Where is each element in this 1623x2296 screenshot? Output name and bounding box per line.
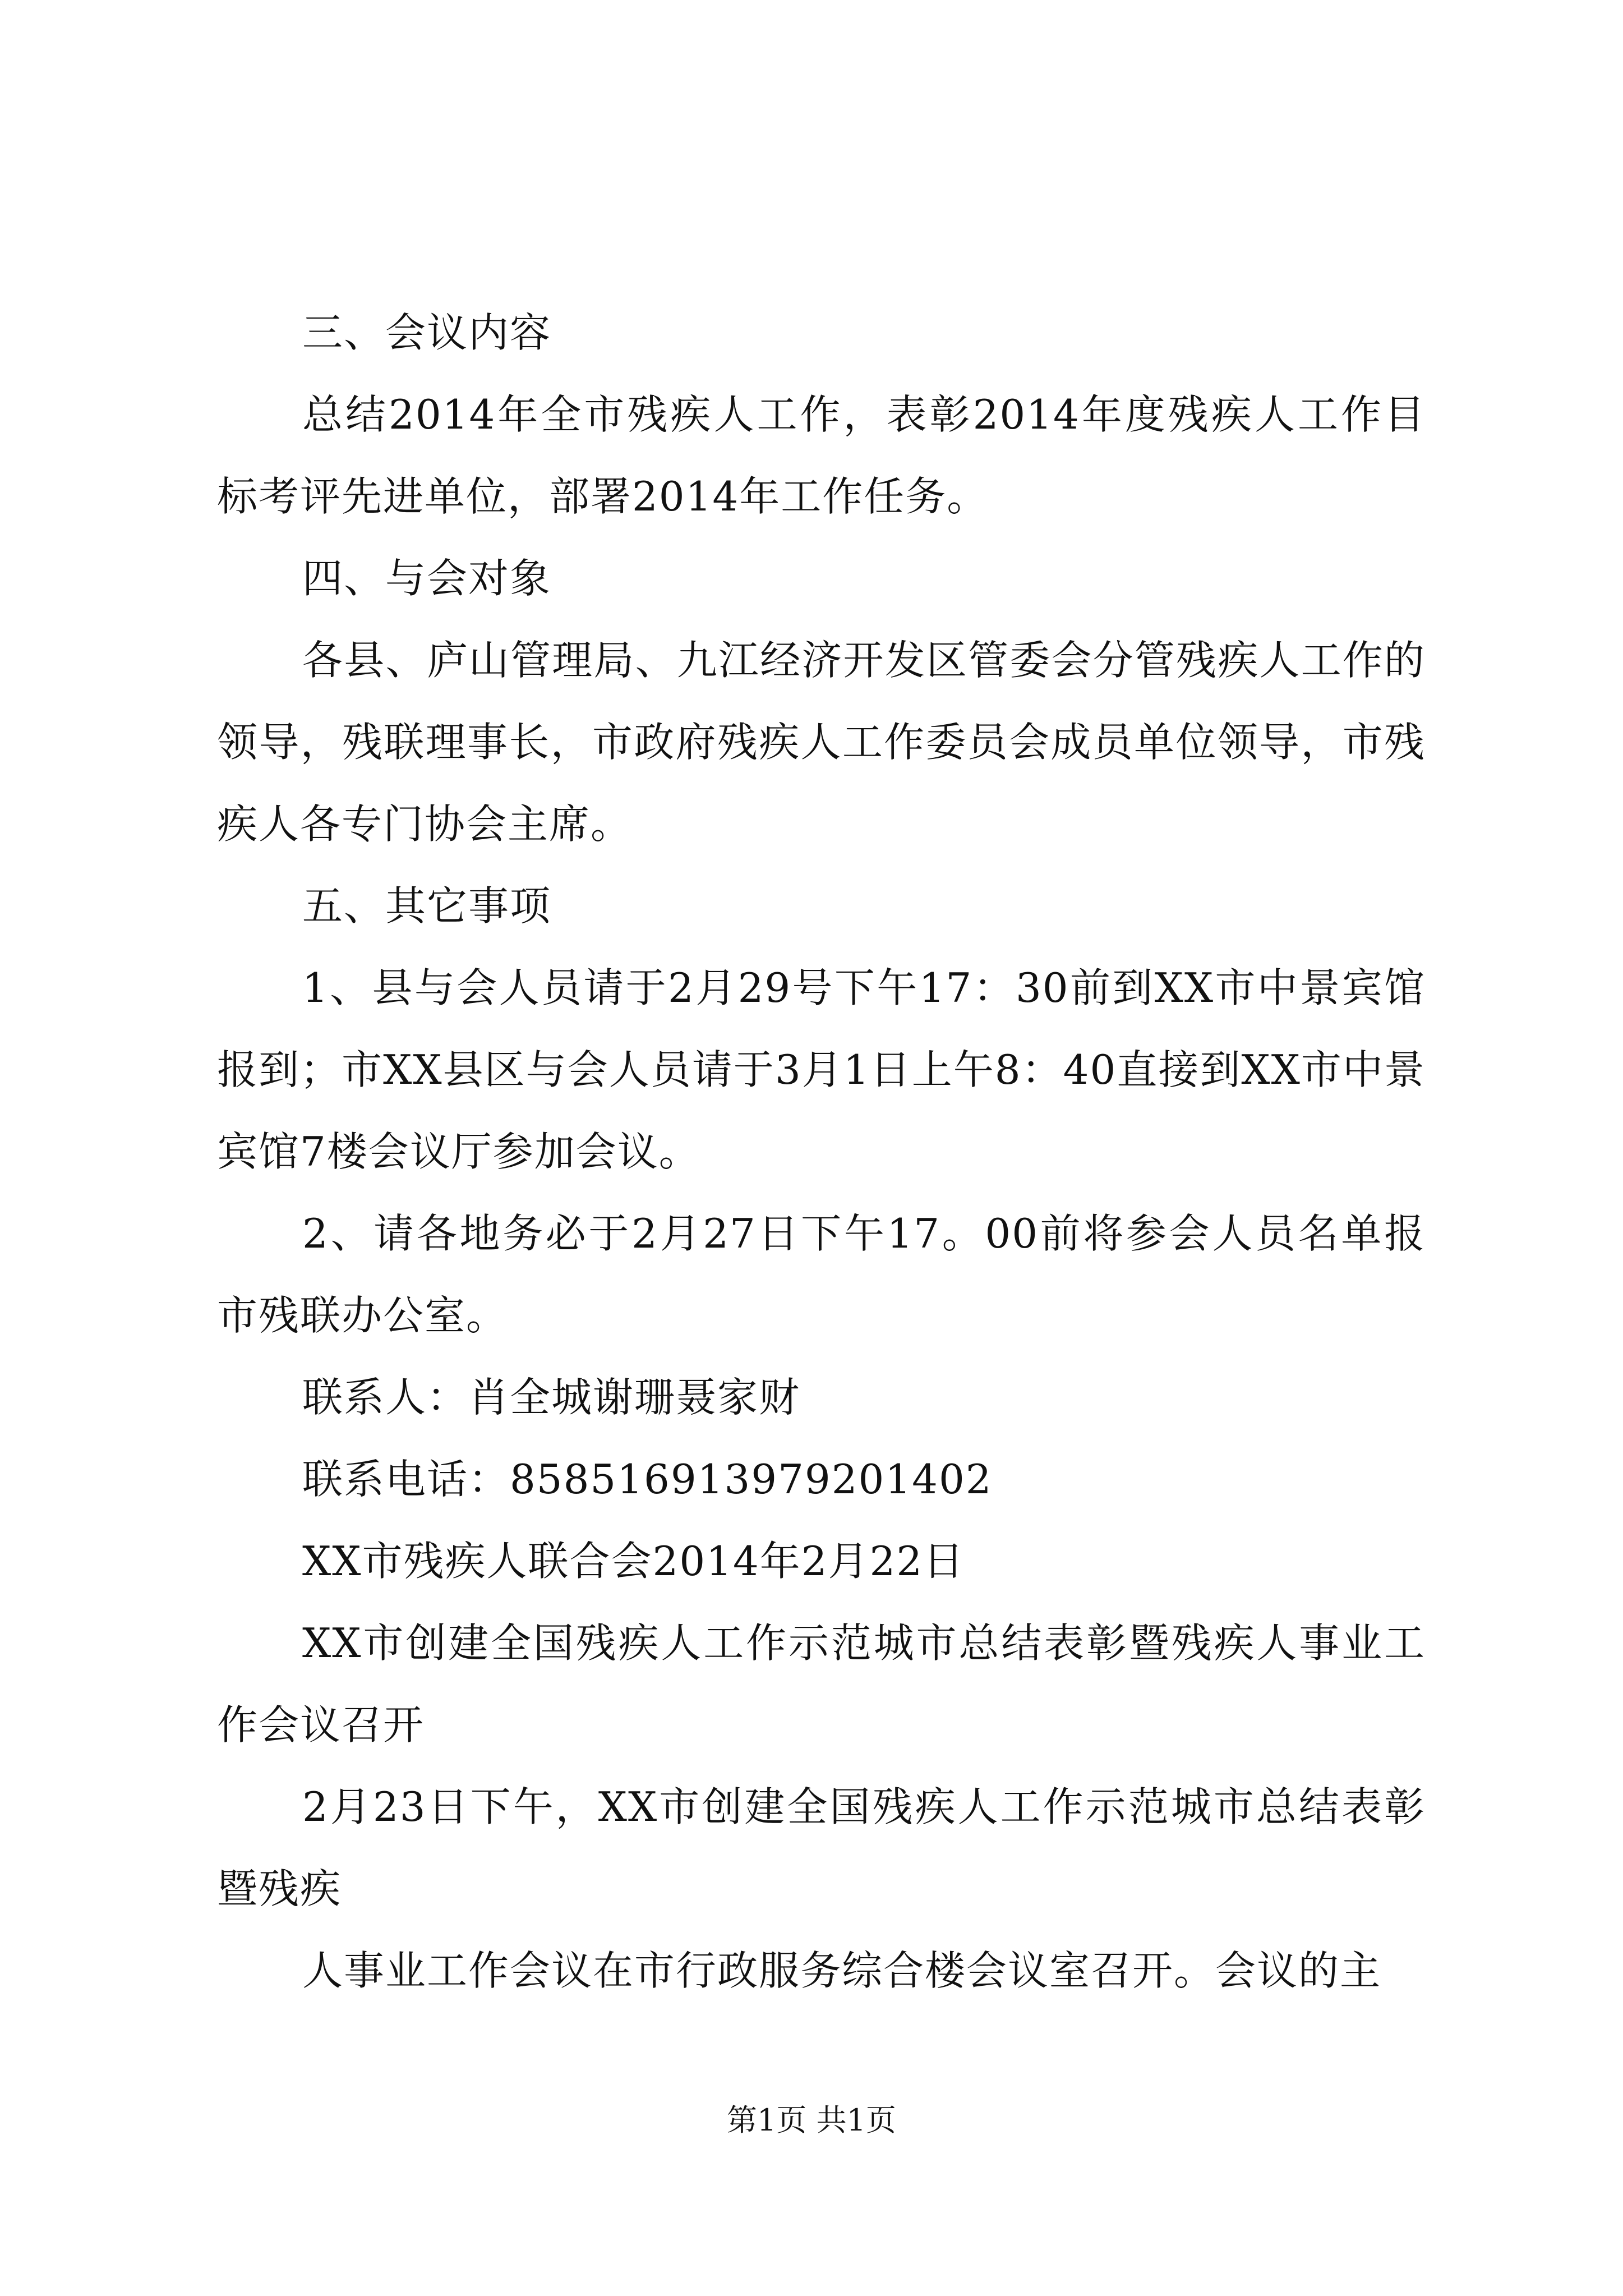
paragraph-meeting-content: 总结2014年全市残疾人工作，表彰2014年度残疾人工作目标考评先进单位，部署2014年工作任务。 <box>217 391 1426 520</box>
document-body <box>217 292 1426 2012</box>
paragraph-name-list-deadline: 2、请各地务必于2月27日下午17。00前将参会人员名单报市残联办公室。 <box>217 1210 1426 1339</box>
contact-person: 联系人：肖全城谢珊聂家财 <box>302 1374 801 1421</box>
news-paragraph-1: 2月23日下午，XX市创建全国残疾人工作示范城市总结表彰暨残疾 <box>217 1783 1426 1912</box>
heading-attendees: 四、与会对象 <box>302 555 552 602</box>
page-number-footer: 第1页 共1页 <box>727 2102 896 2138</box>
news-paragraph-2: 人事业工作会议在市行政服务综合楼会议室召开。会议的主 <box>302 1947 1382 1994</box>
heading-meeting-content: 三、会议内容 <box>302 309 552 356</box>
news-title: XX市创建全国残疾人工作示范城市总结表彰暨残疾人事业工作会议召开 <box>217 1619 1426 1749</box>
paragraph-arrival-instructions: 1、县与会人员请于2月29号下午17：30前到XX市中景宾馆报到；市XX县区与会人员请于3月1日上午8：40直接到XX市中景宾馆7楼会议厅参加会议。 <box>217 964 1426 1175</box>
paragraph-attendees: 各县、庐山管理局、九江经济开发区管委会分管残疾人工作的领导，残联理事长，市政府残疾人工作委员会成员单位领导，市残疾人各专门协会主席。 <box>217 637 1426 848</box>
heading-other-matters: 五、其它事项 <box>302 882 552 930</box>
issuer-and-date: XX市残疾人联合会2014年2月22日 <box>302 1538 965 1585</box>
contact-phone: 联系电话：858516913979201402 <box>302 1456 993 1503</box>
